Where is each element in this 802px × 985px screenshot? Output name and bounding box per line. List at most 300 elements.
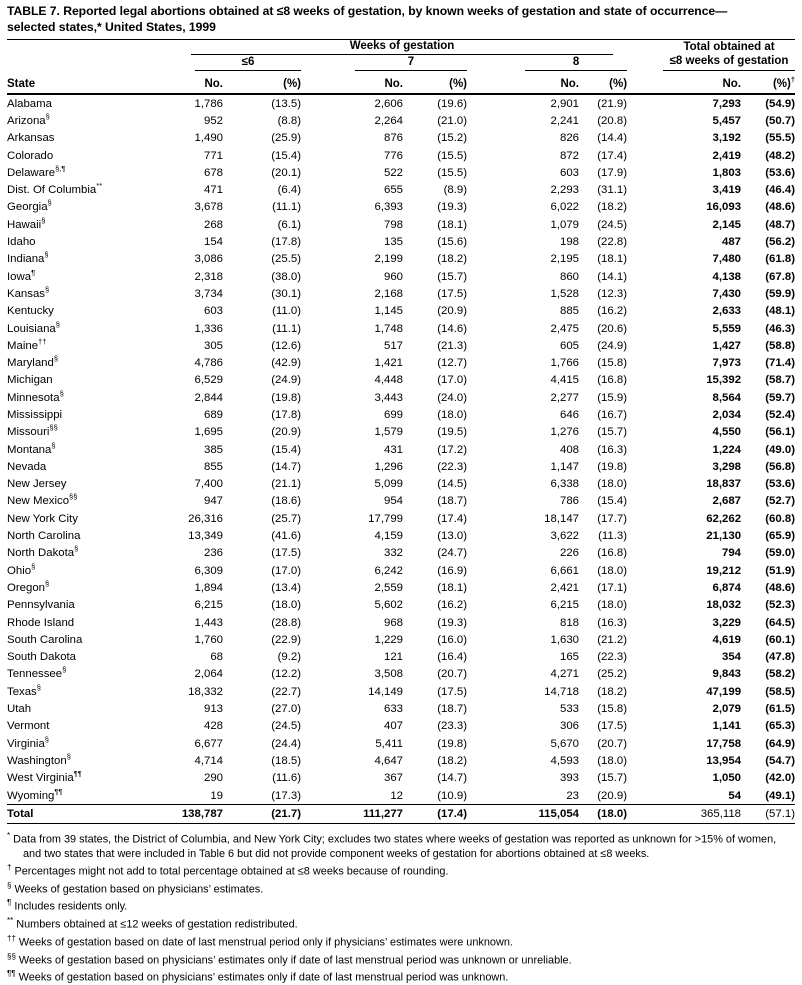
cell-no_le6: 1,760: [194, 633, 223, 646]
footnotes: [7, 829, 795, 985]
cell-pct_total: (52.3): [765, 599, 796, 612]
cell-no_7: 1,579: [374, 426, 403, 439]
cell-no_le6: 68: [210, 651, 223, 664]
cell-no_le6: 3,678: [194, 201, 223, 214]
footnote-marker-superscript: §: [44, 734, 49, 744]
cell-no_7: 1,145: [374, 305, 403, 318]
cell-no_8: 6,022: [550, 201, 579, 214]
cell-pct_7: (17.4): [437, 512, 467, 525]
cell-pct_8: (16.8): [597, 374, 628, 387]
cell-pct_le6: (22.7): [271, 685, 301, 698]
cell-pct_7: (18.7): [437, 703, 467, 716]
state-name-cell: Kentucky: [7, 305, 54, 318]
cell-pct_total: (60.8): [765, 512, 796, 525]
cell-pct_7: (18.2): [437, 253, 467, 266]
cell-pct_8: (20.9): [597, 789, 628, 802]
cell-no_total: 62,262: [706, 512, 742, 525]
cell-no_total: 7,480: [712, 253, 742, 266]
cell-no_total: 2,034: [712, 408, 742, 421]
cell-pct_7: (21.3): [437, 339, 467, 352]
cell-no_8: 1,630: [550, 633, 579, 646]
cell-pct_le6: (42.9): [271, 357, 301, 370]
cell-pct_8: (17.5): [597, 720, 628, 733]
cell-no_le6: 3,734: [194, 287, 223, 300]
cell-pct_le6: (17.3): [271, 789, 301, 802]
cell-no_total: 1,050: [712, 772, 742, 785]
cell-pct_total: (56.8): [765, 460, 796, 473]
footnote: § Weeks of gestation based on physicians’ estimates.: [7, 880, 264, 896]
table-row: [7, 476, 795, 493]
state-name-cell: Colorado: [7, 149, 54, 162]
cell-no_le6: 428: [203, 720, 223, 733]
cell-no_total: 3,192: [712, 132, 742, 145]
cell-no_7: 1,296: [374, 460, 403, 473]
table-row: [7, 735, 795, 752]
state-name-cell: Wyoming¶¶: [7, 786, 63, 802]
cell-no_8: 533: [559, 703, 579, 716]
no-7-header: No.: [301, 71, 403, 94]
cell-pct_le6: (24.9): [271, 374, 301, 387]
cell-no_7: 4,448: [374, 374, 403, 387]
cell-no_total: 5,559: [712, 322, 742, 335]
cell-pct_7: (13.0): [437, 530, 467, 543]
state-name-cell: Nevada: [7, 460, 47, 473]
cell-no_le6: 952: [203, 114, 223, 127]
cell-pct_8: (15.8): [597, 703, 628, 716]
cell-no_le6: 6,529: [194, 374, 223, 387]
group-le6-header: [171, 55, 301, 71]
total-spanner-label: [663, 41, 795, 71]
cell-pct_8: (20.6): [597, 322, 628, 335]
cell-pct_7: (14.5): [437, 478, 467, 491]
cell-pct_7: (17.5): [437, 287, 467, 300]
footnote-marker-superscript: §,¶: [55, 164, 66, 174]
cell-no_le6: 913: [203, 703, 223, 716]
cell-no_le6: 1,443: [194, 616, 223, 629]
cell-no_le6: 2,064: [194, 668, 223, 681]
table-row: [7, 666, 795, 683]
group-8-header: [467, 55, 627, 71]
cell-pct_7: (24.0): [437, 391, 467, 404]
table-row: [7, 510, 795, 527]
cell-pct_le6: (25.9): [271, 132, 301, 145]
cell-pct_7: (15.6): [437, 236, 467, 249]
cell-pct_total: (59.0): [765, 547, 796, 560]
footnote-marker: §: [7, 880, 12, 890]
cell-no_8: 1,528: [550, 287, 579, 300]
state-name-cell: Maryland§: [7, 354, 59, 370]
cell-no_le6: 678: [203, 166, 223, 179]
state-column-header: State: [7, 71, 171, 94]
cell-no_le6: 1,786: [194, 97, 223, 110]
cell-no_7: 517: [383, 339, 403, 352]
state-name-cell: Tennessee§: [7, 665, 67, 681]
header-spanner-row: [7, 40, 795, 56]
cell-pct_le6: (13.4): [271, 581, 301, 594]
cell-pct_le6: (13.5): [271, 97, 301, 110]
cell-no_le6: 471: [203, 184, 223, 197]
cell-pct_7: (18.0): [437, 408, 467, 421]
table-title-line2: selected states,* United States, 1999: [7, 19, 216, 34]
table-row: [7, 718, 795, 735]
cell-no_total: 1,803: [712, 166, 742, 179]
footnote-marker-superscript: ¶¶: [73, 769, 82, 779]
cell-pct_le6: (18.6): [271, 495, 301, 508]
cell-no_total: 2,633: [712, 305, 742, 318]
cell-pct_le6: (6.4): [277, 184, 301, 197]
cell-pct_8: (12.3): [597, 287, 628, 300]
cell-pct_total: (52.7): [765, 495, 796, 508]
footnote-marker-superscript: §: [36, 682, 41, 692]
cell-pct_le6: (27.0): [271, 703, 301, 716]
cell-no_7: 14,149: [368, 685, 403, 698]
cell-no_le6: 3,086: [194, 253, 223, 266]
cell-pct_7: (18.1): [437, 218, 467, 231]
table-row: [7, 372, 795, 389]
cell-pct_8: (20.7): [597, 737, 628, 750]
cell-pct_7: (19.5): [437, 426, 467, 439]
table-row: [7, 597, 795, 614]
cell-pct_total: (65.3): [765, 720, 796, 733]
cell-pct_7: (17.0): [437, 374, 467, 387]
cell-pct_8: (15.8): [597, 357, 628, 370]
dagger-superscript: †: [790, 75, 796, 85]
cell-pct_7: (15.2): [437, 132, 467, 145]
no-8-header: No.: [467, 71, 579, 94]
cell-pct_7: (21.0): [437, 114, 467, 127]
state-name-cell: West Virginia¶¶: [7, 769, 82, 785]
footnote: ¶ Includes residents only.: [7, 898, 128, 914]
cell-no_8: 1,079: [550, 218, 579, 231]
cell-no_7: 135: [383, 236, 403, 249]
cell-no_le6: 26,316: [188, 512, 223, 525]
cell-pct_7: (15.5): [437, 166, 467, 179]
table-row: [7, 216, 795, 233]
state-name-cell: Texas§: [7, 682, 41, 698]
cell-pct_le6: (20.1): [271, 166, 301, 179]
cell-no_7: 407: [383, 720, 403, 733]
cell-pct_8: (24.9): [597, 339, 628, 352]
cell-no_8: 23: [566, 789, 579, 802]
cell-pct_total: (58.2): [765, 668, 796, 681]
cell-no_le6: 268: [203, 218, 223, 231]
state-name-cell: Dist. Of Columbia**: [7, 181, 103, 197]
cell-no_8: 885: [559, 305, 579, 318]
footnote-marker-superscript: §: [41, 215, 46, 225]
cell-no_total: 19,212: [706, 564, 742, 577]
cell-no_7: 4,159: [374, 530, 403, 543]
data-table: [7, 39, 795, 824]
state-name-cell: Louisiana§: [7, 319, 60, 335]
cell-no_le6: 305: [203, 339, 223, 352]
table-row: [7, 337, 795, 354]
cell-pct_7: (19.3): [437, 201, 467, 214]
cell-pct_8: (18.2): [597, 201, 628, 214]
state-name-cell: South Carolina: [7, 633, 83, 646]
footnote-marker-superscript: §: [47, 198, 52, 208]
cell-pct_total: (52.4): [765, 408, 796, 421]
footnote-marker-superscript: ¶¶: [54, 786, 63, 796]
cell-pct_total: (48.6): [765, 201, 796, 214]
cell-pct_7: (23.3): [437, 720, 467, 733]
cell-pct_8: (18.0): [579, 805, 627, 824]
cell-pct_8: (18.2): [597, 685, 628, 698]
cell-no_8: 3,622: [550, 530, 579, 543]
cell-pct_7: (16.0): [437, 633, 467, 646]
state-name-cell: Minnesota§: [7, 388, 64, 404]
cell-no_le6: 603: [203, 305, 223, 318]
table-row: [7, 683, 795, 700]
footnote: * Data from 39 states, the District of Columbia, and New York City; excludes two states where weeks of gestation was reported as unknown for >15% of women, and two states that were included in Table 6 but did not provide component weeks of gestation for abortions obtained at ≤8 weeks.: [7, 831, 777, 860]
footnote-marker: †: [7, 862, 12, 872]
cell-no_total: 1,427: [712, 339, 742, 352]
cell-no_8: 14,718: [544, 685, 579, 698]
cell-no_le6: 1,490: [194, 132, 223, 145]
cell-pct_8: (21.2): [597, 633, 628, 646]
footnote-marker-superscript: §: [45, 112, 50, 122]
cell-no_total: 794: [722, 547, 742, 560]
cell-pct_7: (18.1): [437, 581, 467, 594]
cell-no_le6: 385: [203, 443, 223, 456]
cell-pct_le6: (11.1): [272, 322, 301, 335]
table-row: [7, 233, 795, 250]
state-name-cell: Kansas§: [7, 285, 50, 300]
footnote-marker-superscript: §§: [49, 423, 58, 433]
group-7-label: 7: [355, 56, 467, 71]
cell-pct_le6: (24.5): [271, 720, 301, 733]
cell-pct_7: (17.5): [437, 685, 467, 698]
cell-pct_le6: (18.0): [271, 599, 301, 612]
cell-pct_total: (54.7): [765, 754, 796, 767]
cell-no_total: 15,392: [706, 374, 742, 387]
cell-pct_le6: (8.8): [277, 114, 301, 127]
cell-pct_8: (18.0): [597, 599, 628, 612]
table-row: [7, 614, 795, 631]
cell-pct_total: (57.1): [741, 805, 795, 824]
cell-pct_8: (16.3): [597, 443, 628, 456]
cell-no_7: 776: [383, 149, 403, 162]
pct-8-header: (%): [579, 71, 627, 94]
cell-no_8: 2,421: [550, 581, 579, 594]
cell-pct_le6: (22.9): [271, 633, 301, 646]
table-row: [7, 94, 795, 112]
group-7-header: [301, 55, 467, 71]
cell-no_7: 798: [383, 218, 403, 231]
cell-pct_8: (31.1): [597, 184, 628, 197]
footnote: ** Numbers obtained at ≤12 weeks of gestation redistributed.: [7, 916, 298, 931]
cell-pct_8: (18.1): [597, 253, 628, 266]
cell-pct_7: (12.7): [437, 357, 467, 370]
cell-no_8: 4,593: [550, 754, 579, 767]
cell-pct_le6: (41.6): [271, 530, 301, 543]
cell-pct_le6: (19.8): [271, 391, 301, 404]
cell-pct_total: (56.1): [765, 426, 796, 439]
cell-no_total: 2,687: [712, 495, 742, 508]
cell-pct_total: (50.7): [765, 114, 796, 127]
state-name-cell: Vermont: [7, 720, 50, 733]
state-name-cell: North Dakota§: [7, 544, 79, 560]
cell-pct_7: (20.7): [437, 668, 467, 681]
cell-pct_total: (61.8): [765, 253, 796, 266]
table-row: [7, 752, 795, 769]
state-name-cell: New Mexico§§: [7, 492, 78, 508]
cell-no_8: 6,338: [550, 478, 579, 491]
state-name-cell: Hawaii§: [7, 215, 46, 231]
cell-pct_8: (17.7): [597, 512, 628, 525]
state-name-cell: Idaho: [7, 236, 36, 249]
cell-no_7: 968: [383, 616, 403, 629]
cell-no_total: 6,874: [712, 581, 742, 594]
state-name-cell: Arizona§: [7, 112, 50, 127]
cell-pct_7: (17.2): [437, 443, 467, 456]
table-row: [7, 424, 795, 441]
footnote-marker-superscript: ¶: [31, 267, 36, 277]
cell-pct_7: (19.3): [437, 616, 467, 629]
cell-pct_7: (15.5): [437, 149, 467, 162]
cell-no_7: 4,647: [374, 754, 403, 767]
cell-pct_7: (17.4): [403, 805, 467, 824]
table-row: [7, 199, 795, 216]
cell-pct_le6: (11.1): [272, 201, 301, 214]
footnote-marker: ††: [7, 933, 16, 943]
cell-pct_8: (14.1): [597, 270, 628, 283]
cell-pct_total: (56.2): [765, 236, 796, 249]
cell-no_8: 605: [559, 339, 579, 352]
state-name-cell: Georgia§: [7, 198, 52, 214]
header-spacer: [7, 40, 171, 56]
table-row: [7, 493, 795, 510]
table-row: [7, 181, 795, 198]
table-header: [7, 40, 795, 95]
cell-pct_le6: (38.0): [271, 270, 301, 283]
cell-no_7: 1,748: [374, 322, 403, 335]
cell-no_total: 8,564: [712, 391, 742, 404]
footnote-marker-superscript: **: [96, 181, 103, 191]
cell-no_total: 487: [722, 236, 742, 249]
footnote-marker: *: [7, 831, 11, 841]
table-row: [7, 441, 795, 458]
table-row: [7, 251, 795, 268]
cell-pct_total: (48.6): [765, 581, 796, 594]
cell-pct_total: (42.0): [765, 772, 796, 785]
cell-no_total: 17,758: [706, 737, 742, 750]
cell-pct_8: (17.1): [597, 581, 628, 594]
cell-pct_le6: (6.1): [277, 218, 301, 231]
cell-no_le6: 13,349: [188, 530, 223, 543]
state-name-cell: Michigan: [7, 374, 53, 387]
cell-pct_le6: (21.1): [271, 478, 301, 491]
cell-no_total: 2,079: [712, 703, 742, 716]
cell-no_le6: 138,787: [171, 805, 223, 824]
cell-pct_7: (8.9): [443, 184, 467, 197]
cell-pct_8: (15.7): [597, 426, 628, 439]
cell-no_7: 1,421: [374, 357, 403, 370]
total-obtained-spanner: [627, 40, 795, 72]
cell-no_le6: 4,786: [194, 357, 223, 370]
cell-no_7: 2,264: [374, 114, 403, 127]
cell-pct_8: (14.4): [597, 132, 628, 145]
footnote-marker-superscript: §: [53, 354, 59, 364]
cell-no_total: 2,419: [712, 149, 742, 162]
footnote-marker: ¶: [7, 898, 12, 908]
cell-pct_total: (53.6): [765, 166, 796, 179]
table-row: [7, 579, 795, 596]
state-name-cell: Arkansas: [7, 132, 55, 145]
state-name-cell: Indiana§: [7, 250, 49, 266]
state-name-cell: New York City: [7, 512, 78, 525]
footnote-marker-superscript: §: [44, 250, 49, 260]
cell-pct_total: (49.0): [765, 443, 796, 456]
table-row: [7, 320, 795, 337]
cell-pct_8: (24.5): [597, 218, 628, 231]
cell-pct_total: (51.9): [765, 564, 796, 577]
table-row: [7, 354, 795, 371]
cell-no_7: 6,393: [374, 201, 403, 214]
table-row: [7, 700, 795, 717]
cell-pct_total: (65.9): [765, 530, 796, 543]
cell-no_8: 603: [559, 166, 579, 179]
cell-no_le6: 290: [203, 772, 223, 785]
cell-no_total: 5,457: [712, 114, 742, 127]
cell-no_7: 699: [383, 408, 403, 421]
cell-no_8: 1,147: [550, 460, 579, 473]
cell-pct_total: (48.7): [765, 218, 796, 231]
cell-no_total: 3,298: [712, 460, 742, 473]
cell-no_total: 4,619: [712, 633, 742, 646]
cell-pct_le6: (15.4): [271, 443, 301, 456]
footnote-marker: ¶¶: [7, 969, 16, 979]
table-row: [7, 164, 795, 181]
cell-pct_total: (53.6): [765, 478, 796, 491]
cell-pct_le6: (20.9): [271, 426, 301, 439]
cell-no_7: 522: [383, 166, 403, 179]
footnote-marker: **: [7, 916, 14, 926]
cell-pct_7: (10.9): [437, 789, 467, 802]
cell-no_7: 633: [383, 703, 403, 716]
state-name-cell: South Dakota: [7, 651, 77, 664]
cell-no_8: 408: [559, 443, 579, 456]
cell-pct_le6: (24.4): [271, 737, 301, 750]
cell-pct_total: (54.9): [765, 97, 796, 110]
cell-no_8: 4,415: [550, 374, 579, 387]
cell-pct_le6: (30.1): [271, 287, 301, 300]
group-le6-label: ≤6: [195, 56, 301, 71]
cell-pct_8: (18.0): [597, 478, 628, 491]
table-row: [7, 649, 795, 666]
cell-pct_total: (49.1): [765, 789, 796, 802]
cell-no_8: 6,661: [550, 564, 579, 577]
cell-pct_le6: (11.0): [272, 305, 301, 318]
cell-no_8: 226: [559, 547, 579, 560]
table-row: [7, 112, 795, 129]
cell-pct_total: (47.8): [765, 651, 796, 664]
cell-no_8: 2,293: [550, 184, 579, 197]
no-le6-header: No.: [171, 71, 223, 94]
cell-no_total: 18,837: [706, 478, 742, 491]
cell-no_7: 2,559: [374, 581, 403, 594]
footnote: ¶¶ Weeks of gestation based on physicians’ estimates only if date of last menstrual period was unknown.: [7, 969, 509, 984]
pct-total-header: [741, 71, 795, 94]
cell-no_7: 2,606: [374, 97, 403, 110]
cell-pct_8: (18.0): [597, 564, 628, 577]
cell-pct_le6: (25.5): [271, 253, 301, 266]
cell-pct_le6: (21.7): [223, 805, 301, 824]
cell-pct_total: (59.7): [765, 391, 796, 404]
state-name-cell: Missouri§§: [7, 423, 58, 439]
cell-pct_7: (22.3): [437, 460, 467, 473]
cell-pct_7: (14.6): [437, 322, 467, 335]
cell-pct_7: (24.7): [437, 547, 467, 560]
